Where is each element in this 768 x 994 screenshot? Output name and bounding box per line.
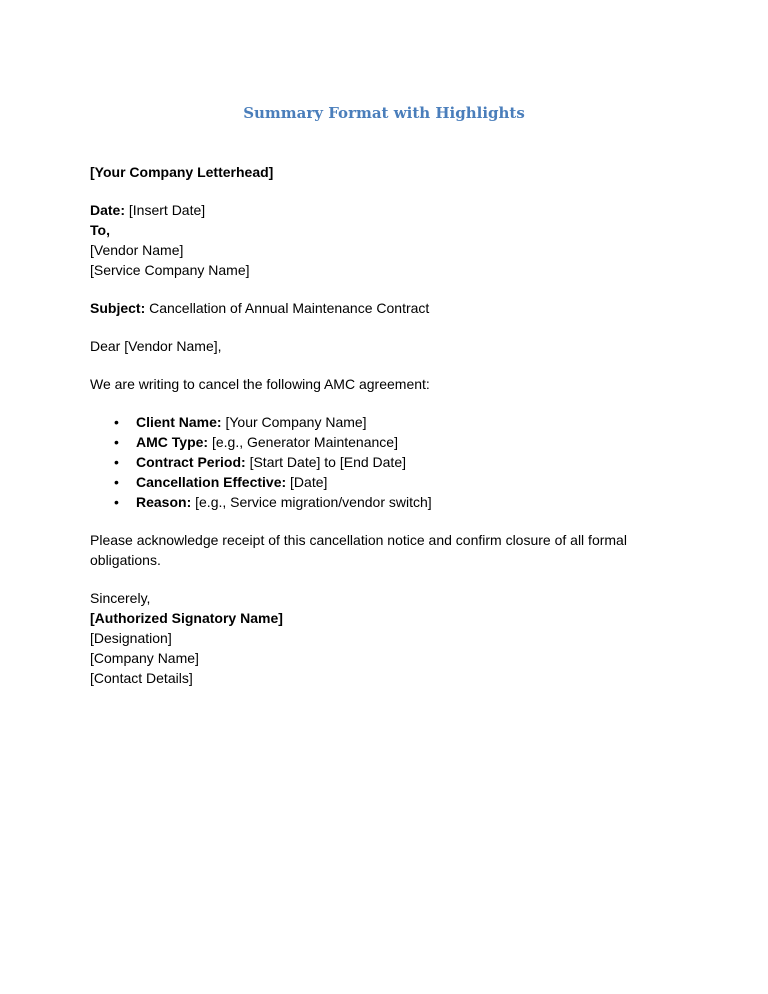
subject-value: Cancellation of Annual Maintenance Contract <box>145 300 430 316</box>
item-label: Client Name: <box>136 414 222 430</box>
item-value: [Your Company Name] <box>221 414 367 430</box>
signoff: Sincerely, <box>90 590 151 606</box>
list-item <box>90 452 690 472</box>
item-label: Reason: <box>136 494 192 510</box>
list-item <box>90 472 690 492</box>
date-line <box>90 200 690 220</box>
designation: [Designation] <box>90 630 172 646</box>
date-value: [Insert Date] <box>125 202 206 218</box>
bullet-icon: • <box>114 454 119 470</box>
item-label: Cancellation Effective: <box>136 474 287 490</box>
bullet-icon: • <box>114 474 119 490</box>
date-label: Date: <box>90 202 126 218</box>
document-title: Summary Format with Highlights <box>243 104 525 122</box>
vendor-name: [Vendor Name] <box>90 242 184 258</box>
subject-line <box>90 298 690 318</box>
item-value: [Date] <box>286 474 328 490</box>
subject-label: Subject: <box>90 300 146 316</box>
list-item <box>90 412 690 432</box>
bullet-icon: • <box>114 494 119 510</box>
item-label: AMC Type: <box>136 434 209 450</box>
contact-details: [Contact Details] <box>90 670 193 686</box>
list-item <box>90 432 690 452</box>
salutation: Dear [Vendor Name], <box>90 338 222 354</box>
agreement-details-list <box>90 412 690 512</box>
to-label: To, <box>90 222 110 238</box>
list-item <box>90 492 690 512</box>
item-value: [e.g., Service migration/vendor switch] <box>191 494 432 510</box>
signatory-name: [Authorized Signatory Name] <box>90 610 283 626</box>
service-company-name: [Service Company Name] <box>90 262 250 278</box>
item-value: [Start Date] to [End Date] <box>245 454 406 470</box>
item-value: [e.g., Generator Maintenance] <box>208 434 398 450</box>
bullet-icon: • <box>114 434 119 450</box>
letter-body <box>90 162 690 688</box>
item-label: Contract Period: <box>136 454 246 470</box>
letterhead: [Your Company Letterhead] <box>90 164 274 180</box>
company-name: [Company Name] <box>90 650 199 666</box>
closing-paragraph: Please acknowledge receipt of this cancellation notice and confirm closure of all formal obligations. <box>90 532 627 568</box>
bullet-icon: • <box>114 414 119 430</box>
intro-paragraph: We are writing to cancel the following AMC agreement: <box>90 376 430 392</box>
